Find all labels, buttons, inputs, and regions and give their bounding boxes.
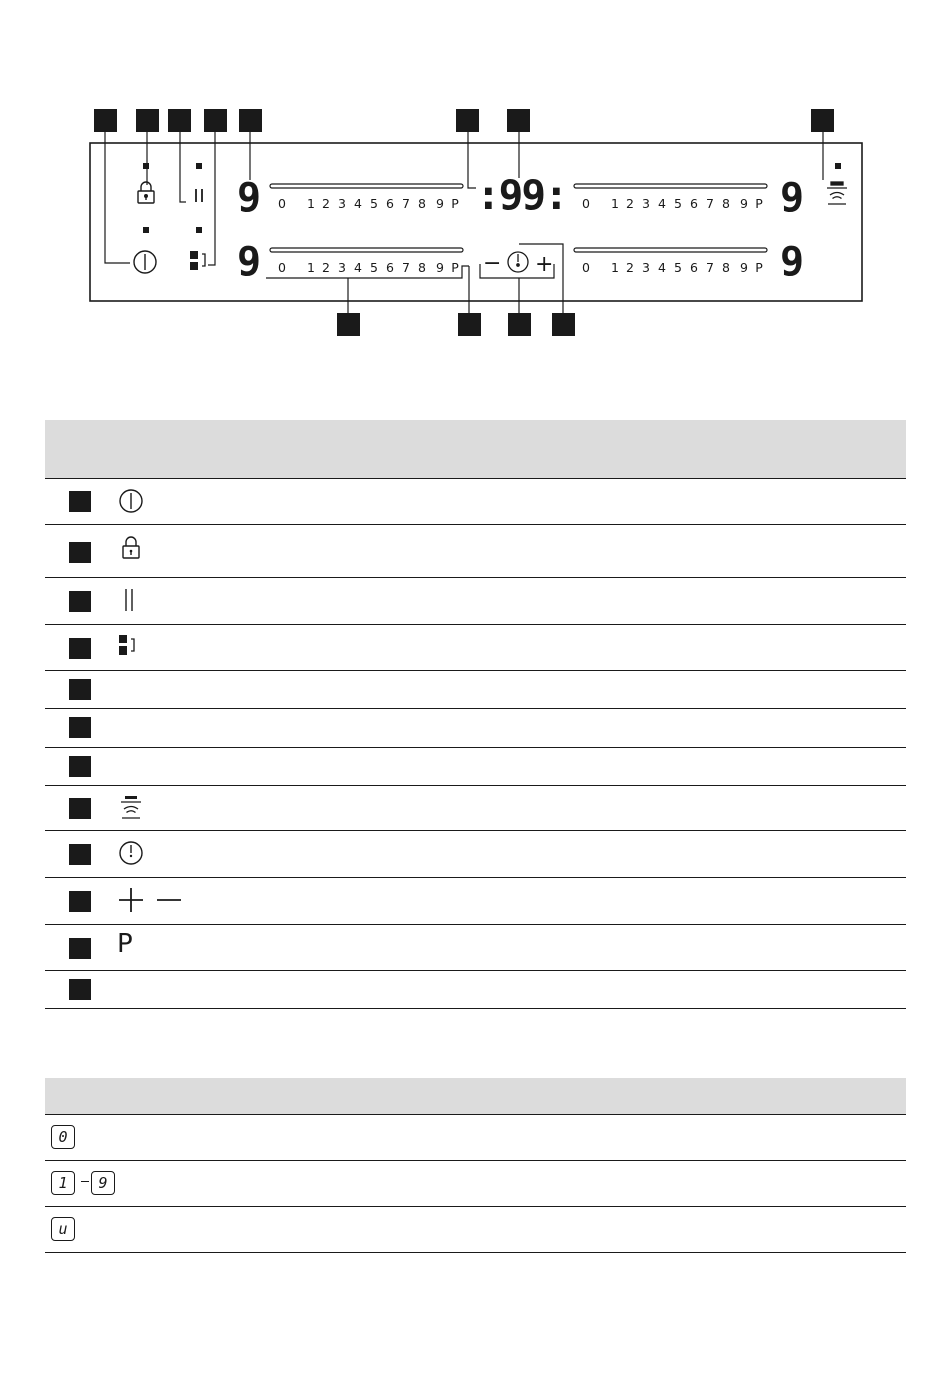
table-row (45, 479, 906, 525)
slider-track (574, 184, 767, 188)
slider-tick-label: 1 (611, 260, 619, 275)
slider-tick-label: 4 (354, 196, 362, 211)
table-row (45, 831, 906, 878)
callout-marker (69, 542, 91, 563)
slider-tick-label: 9 (436, 260, 444, 275)
callout-marker (69, 638, 91, 659)
timer-minus-button[interactable]: − (483, 251, 502, 276)
timer-plus-button[interactable]: + (535, 252, 554, 277)
slider-tick-label: 5 (674, 260, 682, 275)
slider-tick-label: 0 (278, 260, 286, 275)
slider-tick-label: 4 (658, 196, 666, 211)
hob2hood-icon (117, 794, 145, 822)
plus-minus-icon (117, 886, 187, 914)
power-slider[interactable] (270, 184, 463, 211)
display-digit: 0 (51, 1125, 75, 1149)
callout-marker (69, 679, 91, 700)
slider-tick-label: 4 (354, 260, 362, 275)
timer-display: :99: (476, 171, 567, 219)
table-row (45, 1207, 906, 1253)
callout-marker (456, 109, 479, 132)
hob2hood-icon[interactable] (827, 182, 847, 204)
table-row (45, 1115, 906, 1161)
power-boost-icon: P (117, 929, 133, 959)
table-row (45, 525, 906, 578)
slider-tick-label: 8 (722, 260, 730, 275)
timer-icon[interactable] (508, 252, 528, 272)
slider-tick-label: 8 (722, 196, 730, 211)
on-off-icon (117, 487, 145, 515)
slider-tick-label: 3 (642, 196, 650, 211)
slider-tick-label: 1 (307, 260, 315, 275)
lock-icon[interactable] (138, 182, 154, 203)
slider-tick-label: 2 (322, 196, 330, 211)
leader-lines (105, 132, 823, 313)
slider-track (270, 184, 463, 188)
display-table (45, 1078, 906, 1253)
slider-tick-label: P (451, 260, 459, 275)
slider-tick-label: 6 (690, 260, 698, 275)
callout-marker (507, 109, 530, 132)
on-off-icon[interactable] (134, 251, 156, 273)
callout-marker (136, 109, 159, 132)
callout-marker (69, 717, 91, 738)
power-slider[interactable] (270, 248, 463, 275)
slider-tick-label: P (755, 260, 763, 275)
slider-tick-label: 0 (582, 196, 590, 211)
slider-tick-label: 2 (626, 260, 634, 275)
function-table (45, 420, 906, 1009)
pause-icon[interactable] (196, 189, 202, 202)
display-digit: 9 (91, 1171, 115, 1195)
table-row (45, 625, 906, 671)
slider-tick-label: 7 (706, 260, 714, 275)
table-row (45, 878, 906, 925)
slider-tick-label: 6 (386, 196, 394, 211)
heat-level-display: 9 (780, 175, 805, 221)
callout-marker (94, 109, 117, 132)
slider-tick-label: 7 (706, 196, 714, 211)
callout-marker (69, 491, 91, 512)
slider-tick-label: 0 (278, 196, 286, 211)
slider-tick-label: 2 (322, 260, 330, 275)
slider-tick-label: P (755, 196, 763, 211)
callout-marker (458, 313, 481, 336)
slider-tick-label: 9 (436, 196, 444, 211)
callout-markers-bottom (337, 313, 575, 336)
callout-marker (69, 756, 91, 777)
table-row (45, 709, 906, 748)
slider-track (270, 248, 463, 252)
slider-tick-label: 5 (370, 196, 378, 211)
callout-marker (204, 109, 227, 132)
slider-tick-label: 3 (338, 196, 346, 211)
table-row (45, 578, 906, 625)
table-row (45, 748, 906, 786)
callout-markers-top (94, 109, 834, 132)
slider-tick-label: 6 (690, 196, 698, 211)
callout-marker (69, 798, 91, 819)
slider-tick-label: 8 (418, 260, 426, 275)
display-digit: 1 (51, 1171, 75, 1195)
display-digit: u (51, 1217, 75, 1241)
callout-marker (69, 591, 91, 612)
table-row (45, 786, 906, 831)
table-row (45, 1161, 906, 1207)
callout-marker (811, 109, 834, 132)
callout-marker (239, 109, 262, 132)
display-table-header (45, 1078, 906, 1115)
control-panel-diagram (0, 0, 950, 360)
slider-tick-label: 1 (307, 196, 315, 211)
callout-marker (168, 109, 191, 132)
table-row (45, 925, 906, 971)
timer-icon (117, 839, 145, 867)
slider-tick-label: 1 (611, 196, 619, 211)
slider-tick-label: 4 (658, 260, 666, 275)
callout-marker (69, 844, 91, 865)
slider-track (574, 248, 767, 252)
slider-tick-label: 5 (674, 196, 682, 211)
slider-tick-label: 5 (370, 260, 378, 275)
digit-range-dash (81, 1181, 89, 1182)
slider-tick-label: 2 (626, 196, 634, 211)
callout-marker (69, 979, 91, 1000)
slider-tick-label: 9 (740, 260, 748, 275)
heat-level-display: 9 (237, 175, 262, 221)
power-slider[interactable] (574, 184, 767, 211)
pause-icon (117, 586, 145, 614)
slider-tick-label: 9 (740, 196, 748, 211)
slider-tick-label: P (451, 196, 459, 211)
slider-tick-label: 3 (642, 260, 650, 275)
table-row (45, 971, 906, 1009)
heat-level-display: 9 (237, 239, 262, 285)
panel-frame (90, 143, 862, 301)
bridge-icon (117, 633, 145, 661)
callout-marker (337, 313, 360, 336)
slider-tick-label: 8 (418, 196, 426, 211)
power-slider[interactable] (574, 248, 767, 275)
lock-icon (117, 533, 145, 561)
bridge-icon[interactable] (190, 251, 205, 270)
slider-tick-label: 7 (402, 196, 410, 211)
slider-tick-label: 7 (402, 260, 410, 275)
slider-tick-label: 0 (582, 260, 590, 275)
table-row (45, 671, 906, 709)
callout-marker (69, 891, 91, 912)
slider-tick-label: 3 (338, 260, 346, 275)
callout-marker (508, 313, 531, 336)
heat-level-display: 9 (780, 239, 805, 285)
callout-marker (552, 313, 575, 336)
callout-marker (69, 938, 91, 959)
function-table-header (45, 420, 906, 479)
slider-tick-label: 6 (386, 260, 394, 275)
